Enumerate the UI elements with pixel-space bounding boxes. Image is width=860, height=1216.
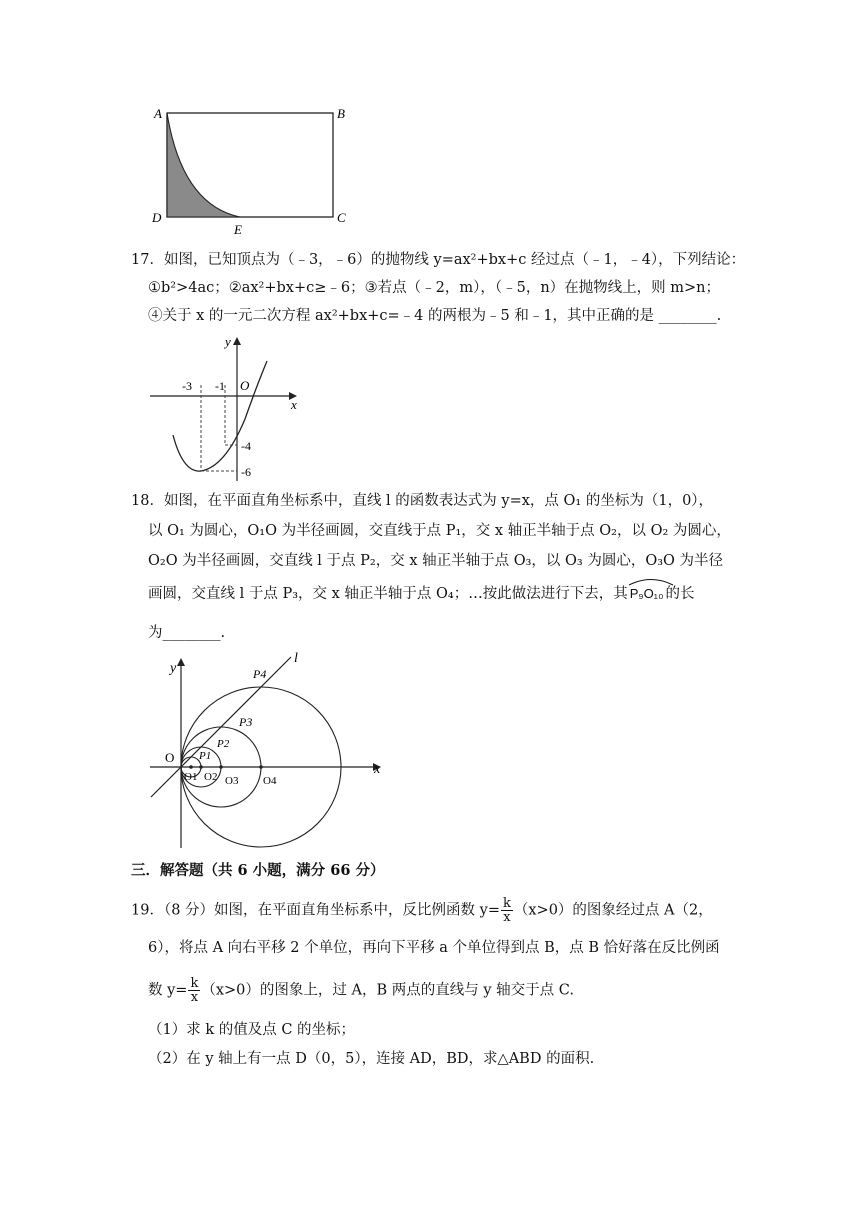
fraction-k-over-x xyxy=(501,897,513,924)
y-axis-arrow xyxy=(177,658,185,666)
fraction-k-over-x-2 xyxy=(188,977,200,1004)
label-origin: O xyxy=(240,378,250,393)
label-origin: O xyxy=(165,750,175,765)
q17-line-2: ①b²>4ac；②ax²+bx+c≥﹣6；③若点（﹣2，m），（﹣5，n）在抛物线上，则 m>n； xyxy=(148,280,721,296)
shaded-region xyxy=(167,113,240,217)
q17-line-3: ④关于 x 的一元二次方程 ax²+bx+c=﹣4 的两根为﹣5 和﹣1，其中正确的是 ________. xyxy=(148,308,722,324)
label-c: C xyxy=(337,210,346,225)
q19-line-2: 6），将点 A 向右平移 2 个单位，再向下平移 a 个单位得到点 B，点 B 恰好落在反比例函 xyxy=(148,940,720,956)
label-p1: P1 xyxy=(199,750,212,762)
label-y: y xyxy=(170,661,177,676)
arc-p9-o10 xyxy=(628,582,666,604)
label-x: x xyxy=(374,762,381,777)
q18-line-5: 为________. xyxy=(148,625,226,641)
label-o4: O4 xyxy=(263,775,277,787)
point-o3 xyxy=(219,765,223,769)
figure-17-parabola xyxy=(145,333,305,483)
label-neg3: -3 xyxy=(182,379,192,393)
parabola-curve xyxy=(173,361,267,471)
label-neg4: -4 xyxy=(241,439,251,453)
label-o2: O2 xyxy=(204,771,218,783)
figure-16 xyxy=(140,100,360,236)
label-e: E xyxy=(234,222,242,236)
q19-line-1-text: 19．（8 分）如图，在平面直角坐标系中，反比例函数 y= xyxy=(131,902,500,919)
label-l: l xyxy=(294,651,298,666)
label-a: A xyxy=(154,106,162,121)
figure-18-circles xyxy=(148,650,386,850)
q19-line-1 xyxy=(131,897,713,924)
q19-line-1-end: （x>0）的图象经过点 A（2， xyxy=(513,902,713,919)
label-d: D xyxy=(152,210,162,225)
fraction-denominator-2: x xyxy=(190,990,199,1005)
point-o1 xyxy=(189,765,193,769)
point-o2 xyxy=(199,765,203,769)
q17-line-1: 17．如图，已知顶点为（﹣3，﹣6）的抛物线 y=ax²+bx+c 经过点（﹣1，﹣4），下列结论： xyxy=(131,252,746,268)
label-b: B xyxy=(337,106,345,121)
label-y: y xyxy=(225,334,231,349)
label-p4: P4 xyxy=(253,667,267,681)
label-x: x xyxy=(291,397,297,412)
arc-p9-o10-text: P₉O₁₀ xyxy=(629,586,664,601)
q19-line-3 xyxy=(148,977,574,1004)
label-p2: P2 xyxy=(217,738,230,750)
q18-line-4 xyxy=(148,582,694,604)
q18-line-3: O₂O 为半径画圆，交直线 l 于点 P₂，交 x 轴正半轴于点 O₃，以 O₃ 为圆心，O₃O 为半径 xyxy=(148,553,724,569)
fraction-denominator: x xyxy=(503,910,511,925)
arc-mark xyxy=(628,576,674,586)
fraction-numerator: k xyxy=(502,896,511,911)
label-p3: P3 xyxy=(239,715,253,729)
label-neg6: -6 xyxy=(241,465,251,479)
q19-part-1: （1）求 k 的值及点 C 的坐标； xyxy=(148,1022,356,1038)
q18-line-2: 以 O₁ 为圆心，O₁O 为半径画圆，交直线于点 P₁，交 x 轴正半轴于点 O₂，以 O₂ 为圆心， xyxy=(148,523,731,539)
label-neg1: -1 xyxy=(215,379,225,393)
fraction-numerator-2: k xyxy=(190,976,199,991)
q19-part-2: （2）在 y 轴上有一点 D（0，5），连接 AD，BD，求△ABD 的面积. xyxy=(148,1051,595,1067)
point-o4 xyxy=(259,765,263,769)
y-axis-arrow xyxy=(233,337,241,345)
q19-line-3-text: 数 y= xyxy=(148,982,188,999)
q18-line-1: 18．如图，在平面直角坐标系中，直线 l 的函数表达式为 y=x，点 O₁ 的坐标为（1，0）， xyxy=(131,493,714,509)
q18-line-4-end: 的长 xyxy=(665,586,695,602)
section-3-heading: 三．解答题（共 6 小题，满分 66 分） xyxy=(131,862,385,879)
q19-line-3-end: （x>0）的图象上，过 A，B 两点的直线与 y 轴交于点 C. xyxy=(201,982,574,999)
q18-line-4-text: 画圆，交直线 l 于点 P₃，交 x 轴正半轴于点 O₄；…按此做法进行下去，其 xyxy=(148,586,628,602)
label-o1: O1 xyxy=(184,771,198,783)
label-o3: O3 xyxy=(225,775,239,787)
